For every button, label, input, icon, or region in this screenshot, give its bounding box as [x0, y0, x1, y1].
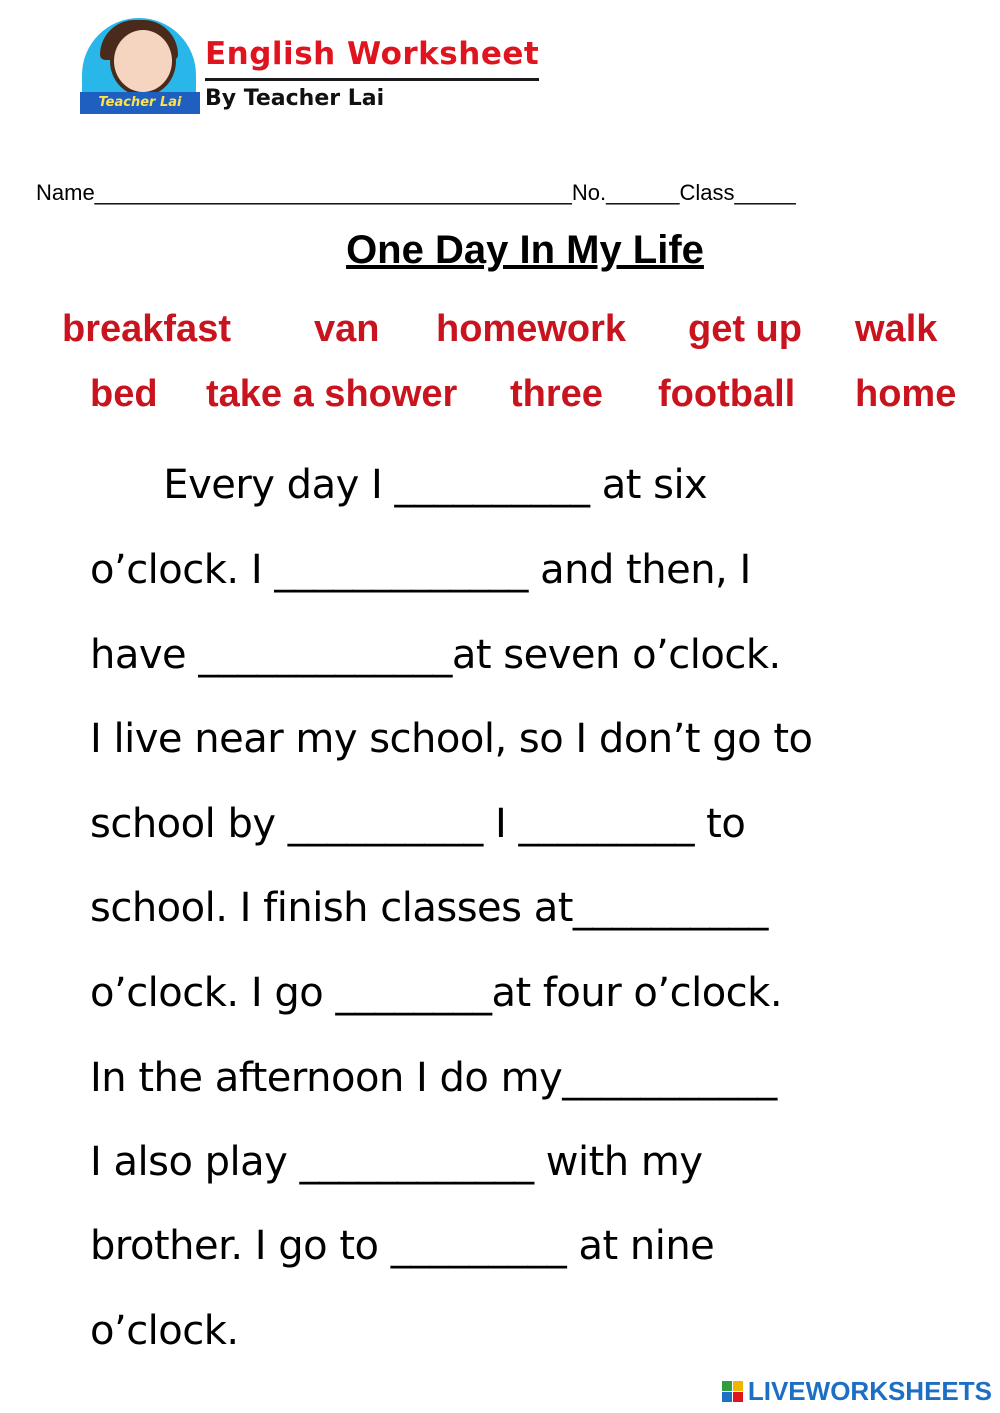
- teacher-logo: [80, 18, 200, 114]
- passage-line: school by __________ I _________ to: [90, 801, 746, 847]
- passage-line: have _____________at seven o’clock.: [90, 632, 781, 678]
- page-title: One Day In My Life: [346, 228, 704, 272]
- title-underline: [205, 78, 539, 81]
- word-bank-item: football: [658, 373, 796, 415]
- word-bank-item: van: [314, 308, 380, 350]
- worksheet-author: By Teacher Lai: [205, 86, 385, 111]
- word-bank-item: walk: [855, 308, 938, 350]
- passage-line: I also play ____________ with my: [90, 1139, 703, 1185]
- passage-line: In the afternoon I do my___________: [90, 1055, 777, 1101]
- passage-line: school. I finish classes at__________: [90, 885, 768, 931]
- word-bank-item: breakfast: [62, 308, 231, 350]
- passage-line: brother. I go to _________ at nine: [90, 1223, 715, 1269]
- passage-line: Every day I __________ at six: [90, 462, 708, 508]
- word-bank-item: take a shower: [206, 373, 458, 415]
- passage-line: o’clock. I _____________ and then, I: [90, 547, 751, 593]
- word-bank-item: home: [855, 373, 957, 415]
- liveworksheets-logo: [722, 1376, 992, 1407]
- passage-line: I live near my school, so I don’t go to: [90, 716, 813, 762]
- word-bank-item: three: [510, 373, 603, 415]
- name-class-line: Name_______________________________________No.______Class_____: [36, 180, 796, 205]
- word-bank-item: bed: [90, 373, 158, 415]
- passage-line: o’clock. I go ________at four o’clock.: [90, 970, 783, 1016]
- logo-face: [110, 26, 176, 96]
- word-bank-item: homework: [436, 308, 627, 350]
- liveworksheets-brand: LIVEWORKSHEETS: [747, 1376, 992, 1406]
- passage-line: o’clock.: [90, 1308, 239, 1354]
- logo-banner: Teacher Lai: [80, 92, 200, 114]
- liveworksheets-icon: [722, 1381, 744, 1403]
- word-bank-item: get up: [688, 308, 802, 350]
- worksheet-title: English Worksheet: [205, 36, 540, 72]
